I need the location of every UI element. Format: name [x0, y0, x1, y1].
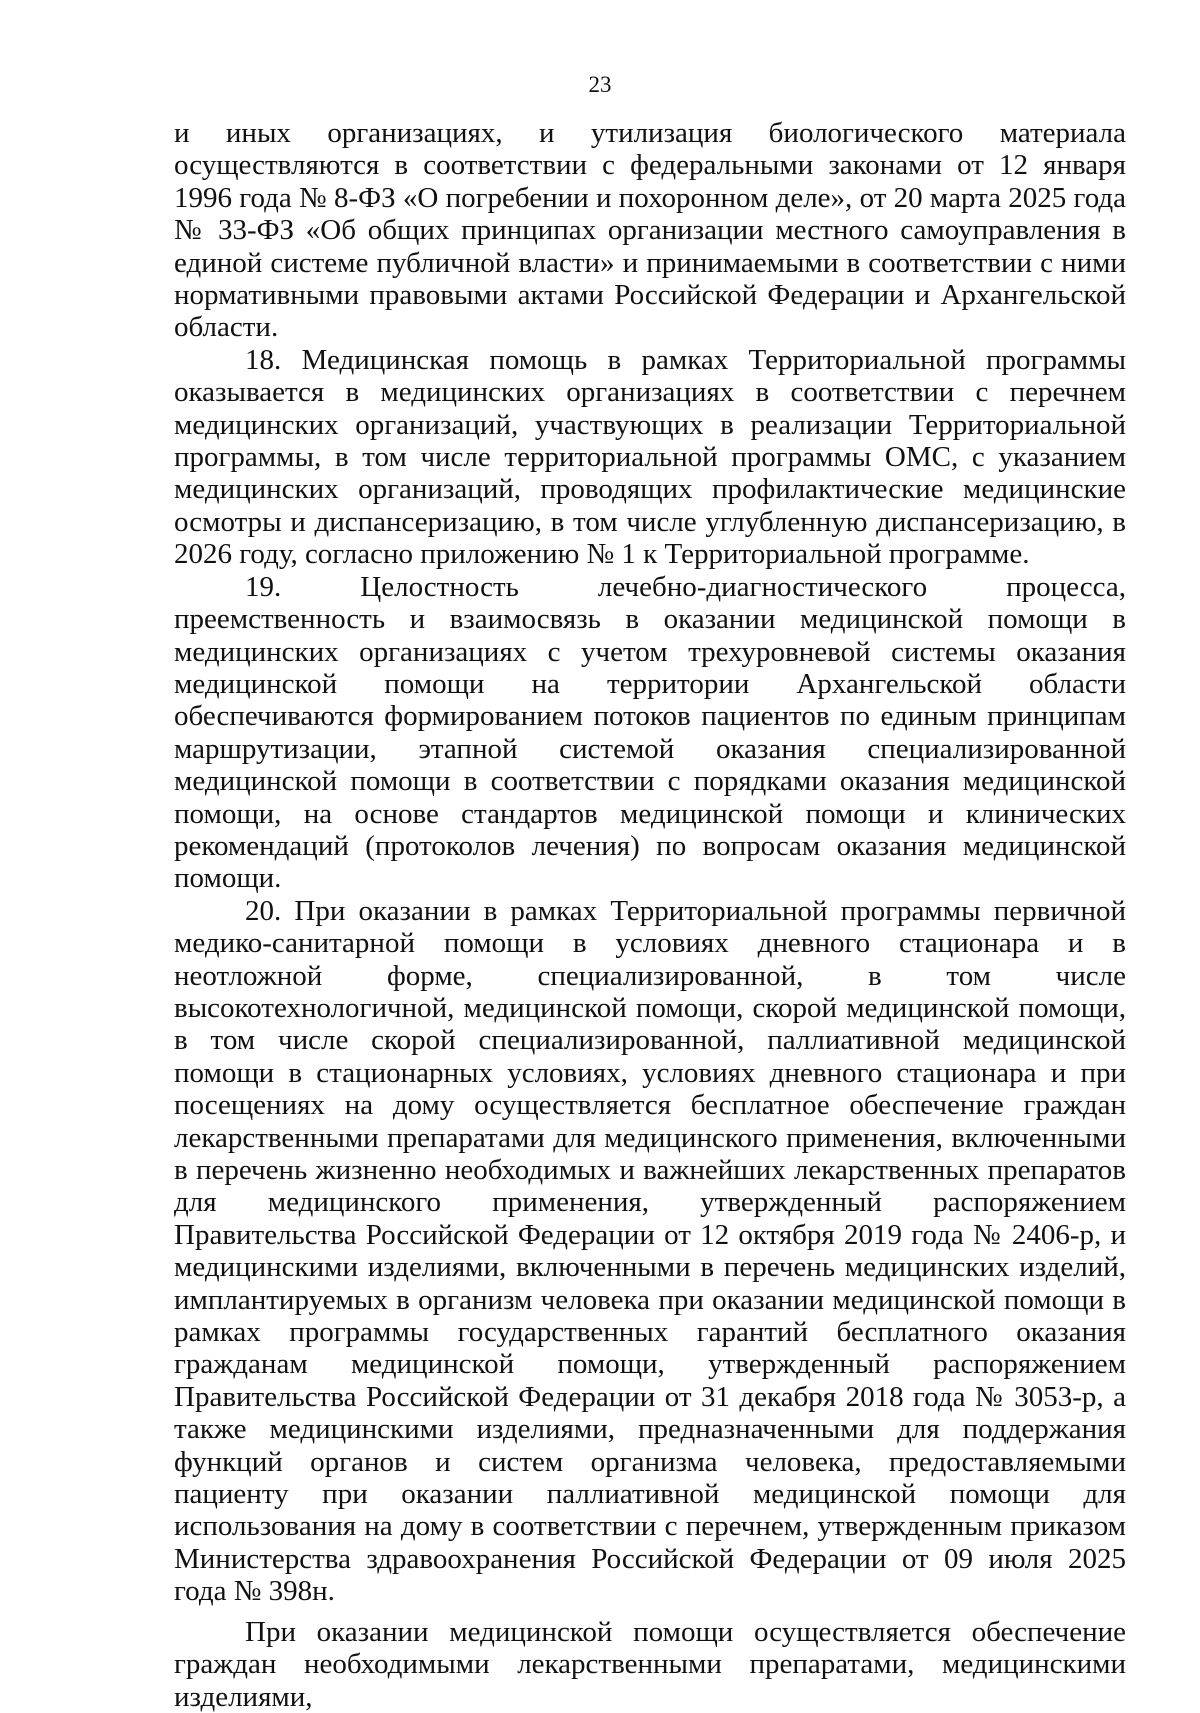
paragraph-item-20: 20. При оказании в рамках Территориальной программы первичной медико-санитарной помощи в условиях дневного стационара и в неотложной форме, специализированной, в том числе высокотехнологичной, медицинской помощи, скорой медицинской помощи, в том числе скорой специализированной, паллиативной медицинской помощи в стационарных условиях, условиях дневного стационара и при посещениях на дому осуществляется бесплатное обеспечение граждан лекарственными препаратами для медицинского применения, включенными в перечень жизненно необходимых и важнейших лекарственных препаратов для медицинского применения, утвержденный распоряжением Правительства Российской Федерации от 12 октября 2019 года № 2406-р, и медицинскими изделиями, включенными в перечень медицинских изделий, имплантируемых в организм человека при оказании медицинской помощи в рамках программы государственных гарантий бесплатного оказания гражданам медицинской помощи, утвержденный распоряжением Правительства Российской Федерации от 31 декабря 2018 года № 3053-р, а также медицинскими изделиями, предназначенными для поддержания функций органов и систем организма человека, предоставляемыми пациенту при оказании паллиативной медицинской помощи для использования на дому в соответствии с перечнем, утвержденным приказом Министерства здравоохранения Российской Федерации от 09 июля 2025 года № 398н. — [174, 894, 1126, 1608]
paragraph-item-18: 18. Медицинская помощь в рамках Территориальной программы оказывается в медицинских организациях в соответствии с перечнем медицинских организаций, участвующих в реализации Территориальной программы, в том числе территориальной программы ОМС, с указанием медицинских организаций, проводящих профилактические медицинские осмотры и диспансеризацию, в том числе углубленную диспансеризацию, в 2026 году, согласно приложению № 1 к Территориальной программе. — [174, 343, 1126, 571]
page-number: 23 — [588, 72, 612, 97]
paragraph-continuation: и иных организациях, и утилизация биологического материала осуществляются в соответствии с федеральными законами от 12 января 1996 года № 8-ФЗ «О погребении и похоронном деле», от 20 марта 2025 года № 33-ФЗ «Об общих принципах организации местного самоуправления в единой системе публичной власти» и принимаемыми в соответствии с ними нормативными правовыми актами Российской Федерации и Архангельской области. — [174, 117, 1126, 344]
document-body — [174, 117, 1126, 1713]
paragraph-item-19: 19. Целостность лечебно-диагностического процесса, преемственность и взаимосвязь в оказании медицинской помощи в медицинских организациях с учетом трехуровневой системы оказания медицинской помощи на территории Архангельской области обеспечиваются формированием потоков пациентов по единым принципам маршрутизации, этапной системой оказания специализированной медицинской помощи в соответствии с порядками оказания медицинской помощи, на основе стандартов медицинской помощи и клинических рекомендаций (протоколов лечения) по вопросам оказания медицинской помощи. — [174, 570, 1126, 895]
paragraph-item-20-continued: При оказании медицинской помощи осуществляется обеспечение граждан необходимыми лекарственными препаратами, медицинскими изделиями, — [174, 1615, 1126, 1713]
